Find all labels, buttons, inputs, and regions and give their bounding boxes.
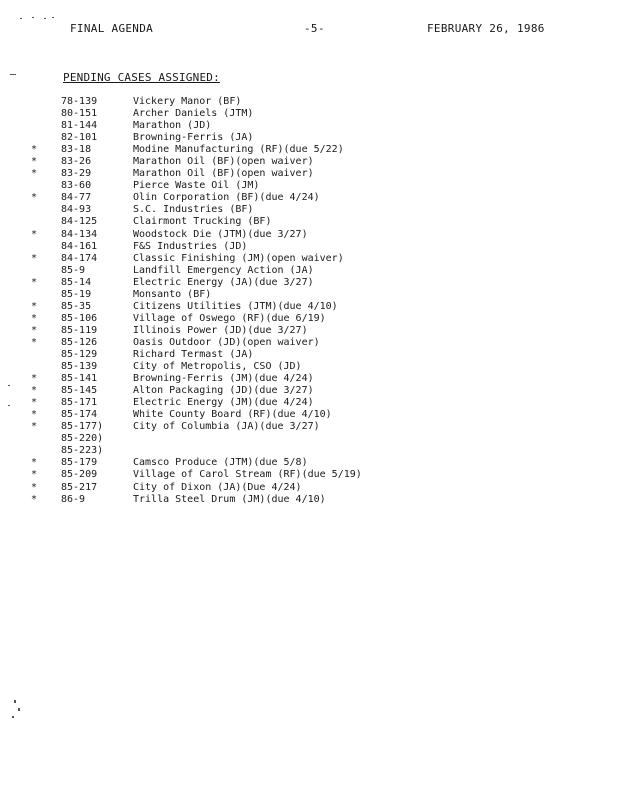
page-number: -5- bbox=[304, 22, 325, 35]
case-number: 85-126 bbox=[61, 336, 98, 348]
scan-speck bbox=[44, 18, 46, 19]
case-row bbox=[0, 120, 618, 132]
case-mark: * bbox=[31, 312, 38, 324]
case-row bbox=[0, 301, 618, 313]
case-description: Pierce Waste Oil (JM) bbox=[133, 180, 260, 192]
case-row bbox=[0, 337, 618, 349]
case-row bbox=[0, 385, 618, 397]
case-number: 84-134 bbox=[61, 228, 98, 240]
scan-speck bbox=[8, 405, 10, 406]
case-number: 82-101 bbox=[61, 132, 98, 144]
case-description: Browning-Ferris (JM)(due 4/24) bbox=[133, 373, 314, 385]
case-description: Archer Daniels (JTM) bbox=[133, 108, 254, 120]
case-number: 85-141 bbox=[61, 373, 98, 385]
case-mark: * bbox=[31, 493, 38, 505]
case-mark: * bbox=[31, 481, 38, 493]
case-mark: * bbox=[31, 156, 38, 168]
case-mark: * bbox=[31, 300, 38, 312]
page-header bbox=[0, 22, 618, 38]
scan-speck bbox=[14, 700, 16, 703]
case-description: S.C. Industries (BF) bbox=[133, 204, 254, 216]
case-number: 80-151 bbox=[61, 108, 98, 120]
case-number: 78-139 bbox=[61, 96, 98, 107]
case-mark: * bbox=[31, 144, 38, 156]
scan-speck bbox=[52, 17, 54, 18]
case-number: 85-119 bbox=[61, 324, 98, 336]
case-number: 85-179 bbox=[61, 457, 98, 469]
case-number: 85-217 bbox=[61, 481, 98, 493]
case-row bbox=[0, 373, 618, 385]
case-number: 81-144 bbox=[61, 120, 98, 132]
case-mark: * bbox=[31, 324, 38, 336]
case-row bbox=[0, 156, 618, 168]
case-row bbox=[0, 204, 618, 216]
case-description: Village of Oswego (RF)(due 6/19) bbox=[133, 312, 326, 324]
case-description: F&S Industries (JD) bbox=[133, 240, 248, 252]
case-description: Citizens Utilities (JTM)(due 4/10) bbox=[133, 300, 338, 312]
case-description: White County Board (RF)(due 4/10) bbox=[133, 409, 332, 421]
case-number: 85-171 bbox=[61, 397, 98, 409]
case-row bbox=[0, 433, 618, 445]
case-description: Marathon Oil (BF)(open waiver) bbox=[133, 168, 314, 180]
case-description: Landfill Emergency Action (JA) bbox=[133, 264, 314, 276]
case-number: 85-220) bbox=[61, 433, 104, 445]
case-number: 83-18 bbox=[61, 144, 92, 156]
scan-speck bbox=[18, 708, 20, 711]
case-description: Electric Energy (JA)(due 3/27) bbox=[133, 276, 314, 288]
case-number: 83-26 bbox=[61, 156, 92, 168]
case-number: 85-14 bbox=[61, 276, 92, 288]
case-row bbox=[0, 325, 618, 337]
case-number: 85-19 bbox=[61, 288, 92, 300]
case-row bbox=[0, 168, 618, 180]
case-number: 85-139 bbox=[61, 361, 98, 373]
case-description: Browning-Ferris (JA) bbox=[133, 132, 254, 144]
case-description: Alton Packaging (JD)(due 3/27) bbox=[133, 385, 314, 397]
case-description: City of Metropolis, CSO (JD) bbox=[133, 361, 302, 373]
case-number: 84-125 bbox=[61, 216, 98, 228]
scan-speck bbox=[20, 18, 22, 19]
case-number: 86-9 bbox=[61, 493, 86, 505]
case-row bbox=[0, 421, 618, 433]
case-mark: * bbox=[31, 409, 38, 421]
case-description: Marathon (JD) bbox=[133, 120, 212, 132]
case-description: Olin Corporation (BF)(due 4/24) bbox=[133, 192, 320, 204]
case-description: Illinois Power (JD)(due 3/27) bbox=[133, 324, 308, 336]
section-title: PENDING CASES ASSIGNED: bbox=[63, 71, 220, 84]
case-row bbox=[0, 313, 618, 325]
case-row bbox=[0, 180, 618, 192]
case-mark: * bbox=[31, 373, 38, 385]
case-row bbox=[0, 494, 618, 506]
scan-speck bbox=[12, 716, 14, 718]
case-row bbox=[0, 349, 618, 361]
case-row bbox=[0, 397, 618, 409]
case-description: Trilla Steel Drum (JM)(due 4/10) bbox=[133, 493, 326, 505]
pending-cases-list bbox=[0, 96, 618, 506]
scan-speck bbox=[8, 385, 10, 386]
case-row bbox=[0, 457, 618, 469]
case-description: Monsanto (BF) bbox=[133, 288, 212, 300]
case-description: Clairmont Trucking (BF) bbox=[133, 216, 272, 228]
case-row bbox=[0, 361, 618, 373]
case-row bbox=[0, 144, 618, 156]
case-row bbox=[0, 277, 618, 289]
case-description: Electric Energy (JM)(due 4/24) bbox=[133, 397, 314, 409]
case-number: 84-93 bbox=[61, 204, 92, 216]
case-number: 84-77 bbox=[61, 192, 92, 204]
case-row bbox=[0, 241, 618, 253]
case-number: 84-161 bbox=[61, 240, 98, 252]
header-title: FINAL AGENDA bbox=[70, 22, 154, 35]
case-row bbox=[0, 469, 618, 481]
case-number: 85-174 bbox=[61, 409, 98, 421]
case-description: Richard Termast (JA) bbox=[133, 348, 254, 360]
case-row bbox=[0, 192, 618, 204]
case-mark: * bbox=[31, 192, 38, 204]
case-mark: * bbox=[31, 397, 38, 409]
case-number: 83-29 bbox=[61, 168, 92, 180]
case-description: Camsco Produce (JTM)(due 5/8) bbox=[133, 457, 308, 469]
case-number: 85-35 bbox=[61, 300, 92, 312]
case-row bbox=[0, 265, 618, 277]
case-mark: * bbox=[31, 276, 38, 288]
case-row bbox=[0, 445, 618, 457]
case-row bbox=[0, 229, 618, 241]
scan-speck bbox=[32, 17, 34, 18]
case-number: 83-60 bbox=[61, 180, 92, 192]
case-description: Vickery Manor (BF) bbox=[133, 96, 242, 107]
case-number: 85-129 bbox=[61, 348, 98, 360]
case-number: 84-174 bbox=[61, 252, 98, 264]
case-description: City of Dixon (JA)(Due 4/24) bbox=[133, 481, 302, 493]
case-row bbox=[0, 108, 618, 120]
case-mark: * bbox=[31, 421, 38, 433]
case-mark: * bbox=[31, 336, 38, 348]
case-mark: * bbox=[31, 228, 38, 240]
case-description: Marathon Oil (BF)(open waiver) bbox=[133, 156, 314, 168]
case-description: Oasis Outdoor (JD)(open waiver) bbox=[133, 336, 320, 348]
case-mark: * bbox=[31, 252, 38, 264]
case-number: 85-145 bbox=[61, 385, 98, 397]
case-mark: * bbox=[31, 168, 38, 180]
scan-speck bbox=[10, 74, 16, 75]
case-description: Woodstock Die (JTM)(due 3/27) bbox=[133, 228, 308, 240]
case-description: Modine Manufacturing (RF)(due 5/22) bbox=[133, 144, 344, 156]
case-description: Classic Finishing (JM)(open waiver) bbox=[133, 252, 344, 264]
case-row bbox=[0, 409, 618, 421]
case-description: Village of Carol Stream (RF)(due 5/19) bbox=[133, 469, 362, 481]
case-mark: * bbox=[31, 457, 38, 469]
case-row bbox=[0, 216, 618, 228]
case-number: 85-177) bbox=[61, 421, 104, 433]
case-row bbox=[0, 132, 618, 144]
case-mark: * bbox=[31, 385, 38, 397]
case-number: 85-209 bbox=[61, 469, 98, 481]
case-row bbox=[0, 289, 618, 301]
case-row bbox=[0, 253, 618, 265]
case-row bbox=[0, 482, 618, 494]
header-date: FEBRUARY 26, 1986 bbox=[427, 22, 545, 35]
case-row bbox=[0, 96, 618, 108]
case-number: 85-223) bbox=[61, 445, 104, 457]
case-description: City of Columbia (JA)(due 3/27) bbox=[133, 421, 320, 433]
case-mark: * bbox=[31, 469, 38, 481]
case-number: 85-9 bbox=[61, 264, 86, 276]
case-number: 85-106 bbox=[61, 312, 98, 324]
